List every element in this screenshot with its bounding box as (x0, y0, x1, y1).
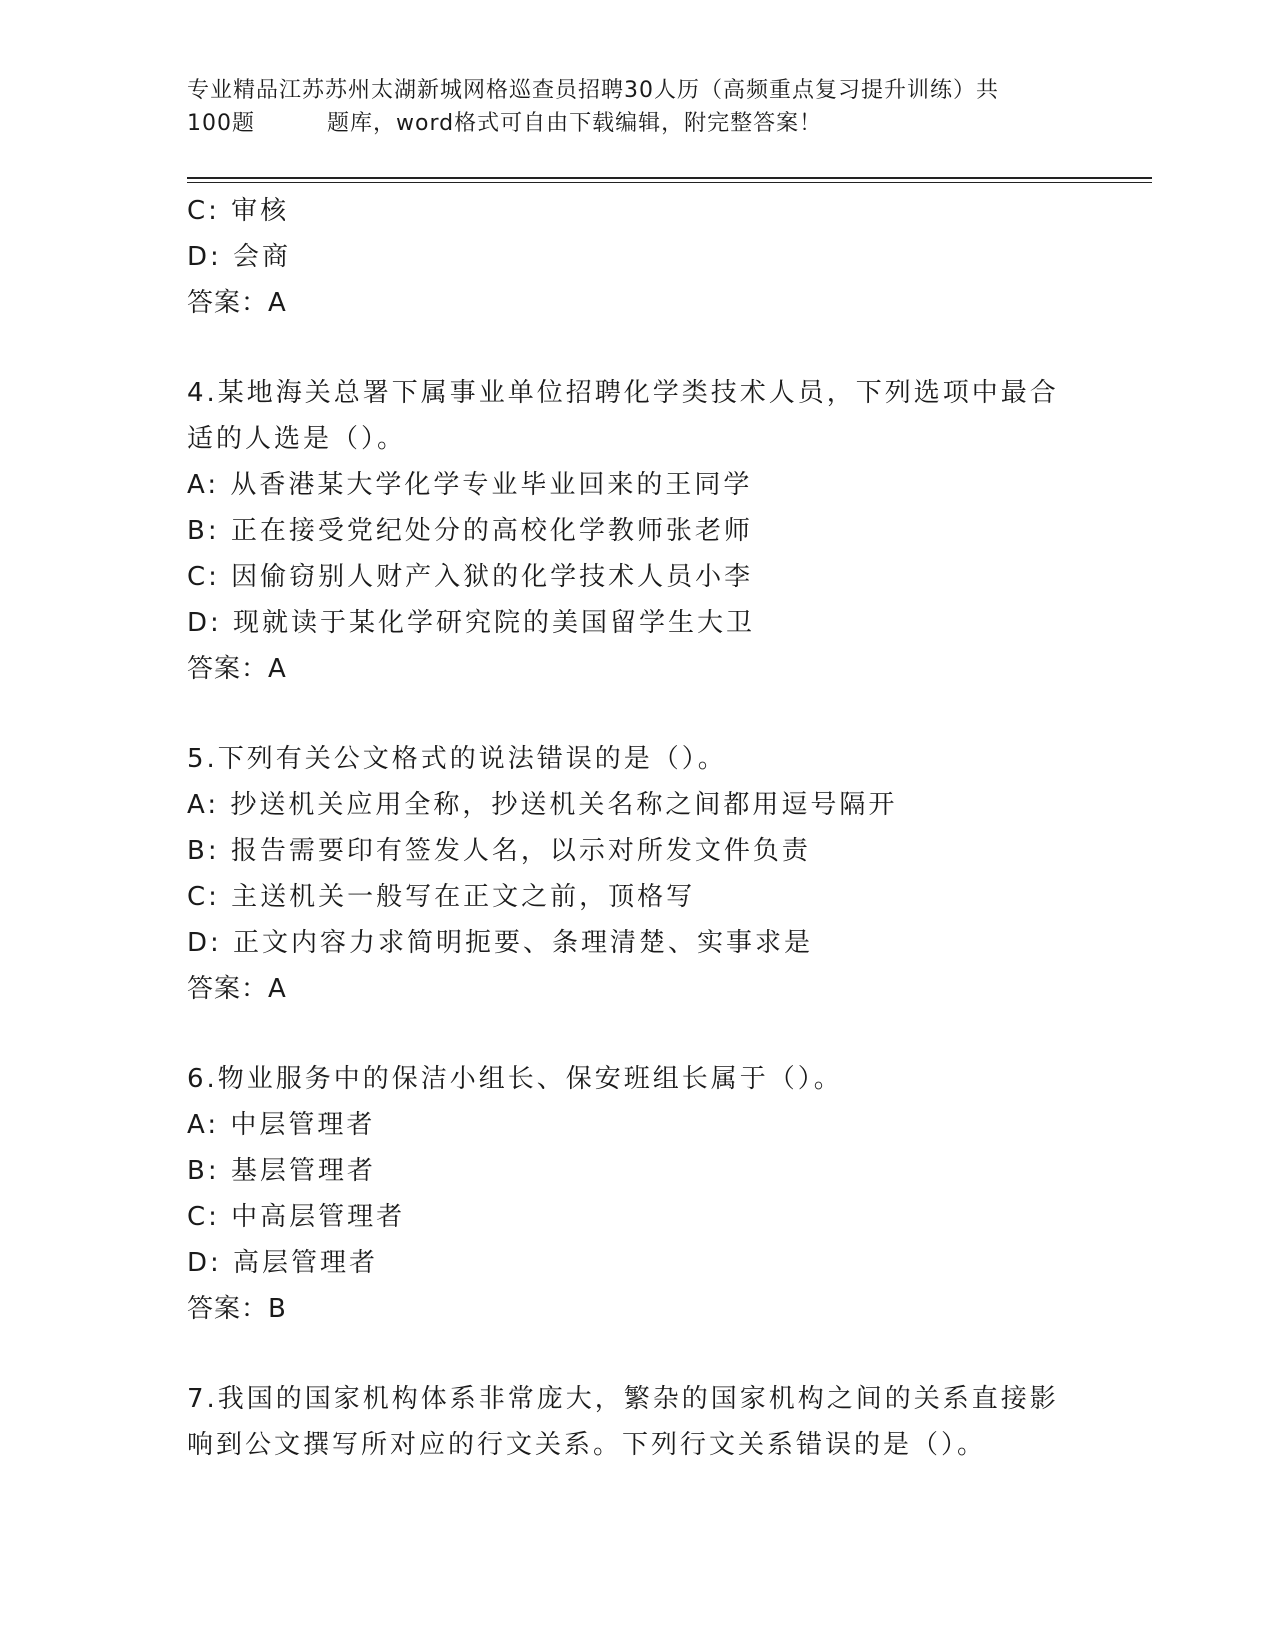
option-a: A: 中层管理者 (187, 1110, 376, 1140)
answer-line: 答案：A (187, 974, 287, 1004)
header-divider-thick (187, 177, 1152, 179)
option-b: B: 正在接受党纪处分的高校化学教师张老师 (187, 516, 753, 546)
question-7 (187, 1376, 1147, 1468)
question-4 (187, 370, 1147, 692)
question-stem: 6.物业服务中的保洁小组长、保安班组长属于（）。 (187, 1064, 843, 1094)
option-b: B: 报告需要印有签发人名，以示对所发文件负责 (187, 836, 811, 866)
header-divider-thin (187, 182, 1152, 183)
question-stem: 响到公文撰写所对应的行文关系。下列行文关系错误的是（）。 (187, 1430, 987, 1460)
option-a: A: 抄送机关应用全称，抄送机关名称之间都用逗号隔开 (187, 790, 898, 820)
option-c: C: 审核 (187, 196, 290, 226)
option-c: C: 因偷窃别人财产入狱的化学技术人员小李 (187, 562, 754, 592)
option-b: B: 基层管理者 (187, 1156, 376, 1186)
option-d: D: 会商 (187, 242, 292, 272)
option-a: A: 从香港某大学化学专业毕业回来的王同学 (187, 470, 753, 500)
answer-line: 答案：A (187, 288, 287, 318)
header-line-2-count: 100题 (187, 111, 255, 136)
header-line-2 (187, 107, 1087, 140)
document-header (187, 74, 1087, 140)
header-line-1: 专业精品江苏苏州太湖新城网格巡查员招聘30人历（高频重点复习提升训练）共 (187, 78, 999, 103)
question-3-partial (187, 188, 1147, 326)
option-c: C: 主送机关一般写在正文之前，顶格写 (187, 882, 696, 912)
option-c: C: 中高层管理者 (187, 1202, 406, 1232)
question-stem: 适的人选是（）。 (187, 424, 407, 454)
question-5 (187, 736, 1147, 1012)
option-d: D: 高层管理者 (187, 1248, 379, 1278)
question-stem: 4.某地海关总署下属事业单位招聘化学类技术人员，下列选项中最合 (187, 378, 1059, 408)
document-body (187, 188, 1147, 1468)
header-line-2-text: 题库，word格式可自由下载编辑，附完整答案！ (327, 111, 823, 136)
option-d: D: 现就读于某化学研究院的美国留学生大卫 (187, 608, 756, 638)
answer-line: 答案：A (187, 654, 287, 684)
option-d: D: 正文内容力求简明扼要、条理清楚、实事求是 (187, 928, 814, 958)
question-stem: 5.下列有关公文格式的说法错误的是（）。 (187, 744, 727, 774)
question-stem: 7.我国的国家机构体系非常庞大，繁杂的国家机构之间的关系直接影 (187, 1384, 1059, 1414)
question-6 (187, 1056, 1147, 1332)
answer-line: 答案：B (187, 1294, 287, 1324)
